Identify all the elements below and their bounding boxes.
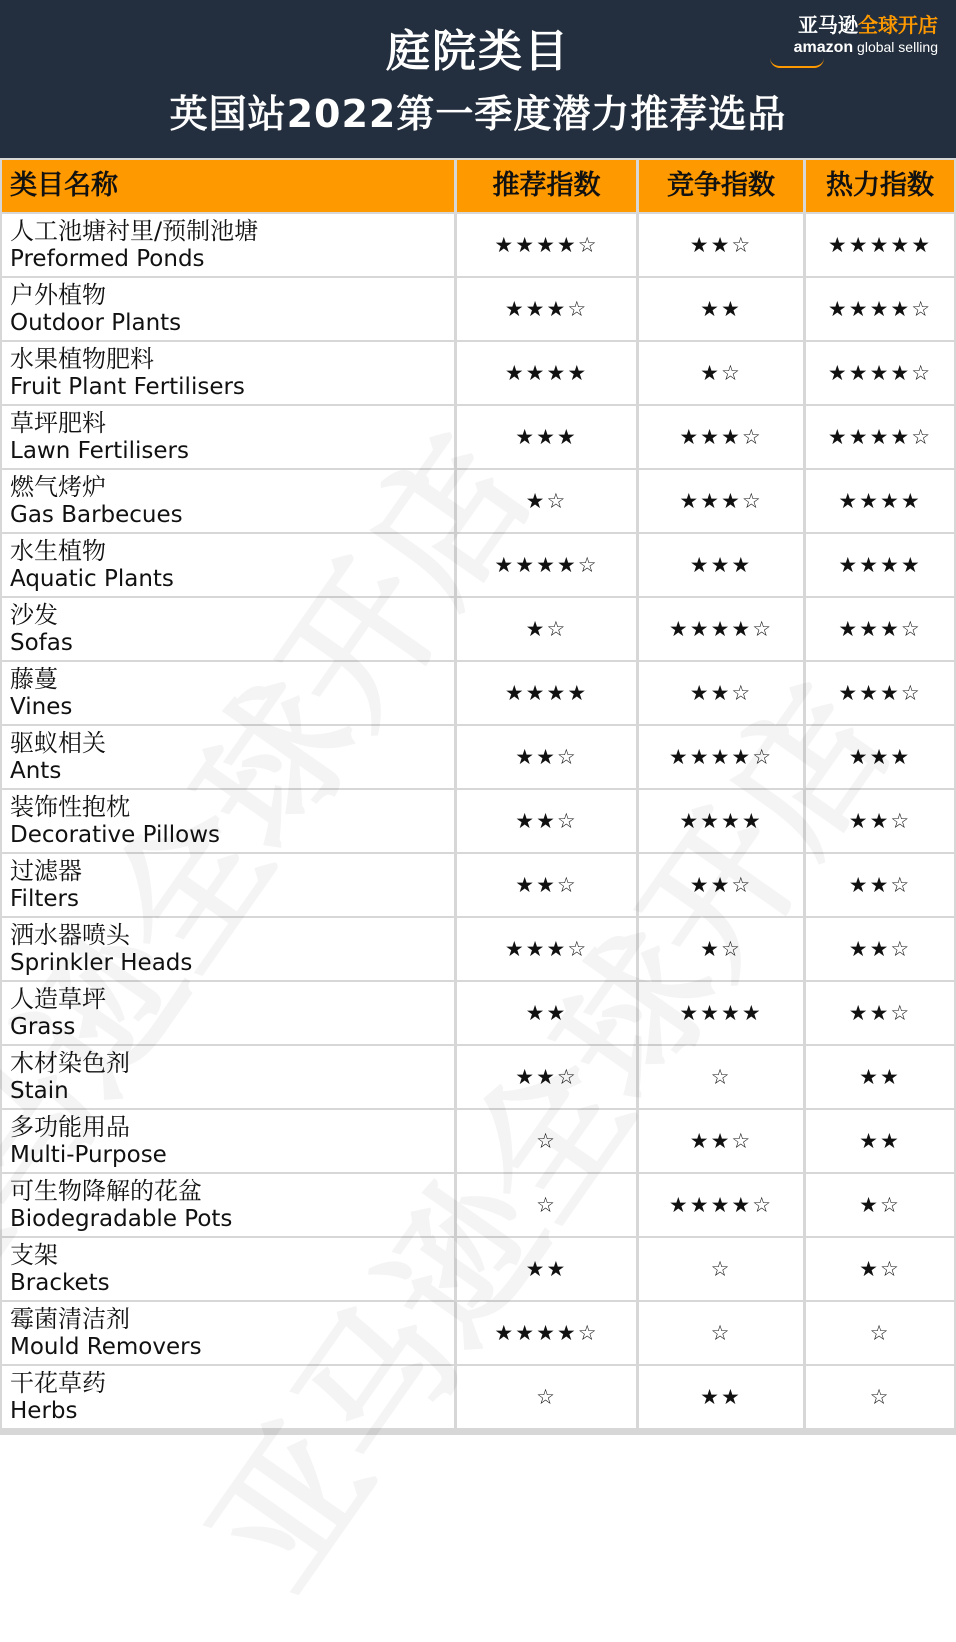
column-header-category: 类目名称 [2,160,454,212]
category-name-cn: 草坪肥料 [10,409,106,437]
competition-stars: ★★★☆ [639,406,803,468]
category-name-en: Vines [10,694,73,720]
amazon-smile-icon [770,58,824,68]
competition-stars: ★☆ [639,918,803,980]
popularity-stars: ★★★ [806,726,954,788]
category-name-cn: 可生物降解的花盆 [10,1177,202,1205]
competition-stars: ★★☆ [639,1110,803,1172]
category-name-en: Sprinkler Heads [10,950,193,976]
category-name-en: Aquatic Plants [10,566,174,592]
category-name-en: Mould Removers [10,1334,202,1360]
category-name-cell [2,470,454,532]
popularity-stars: ★★★★☆ [806,278,954,340]
recommendation-stars: ★★★★☆ [457,1302,636,1364]
category-name-cell [2,1110,454,1172]
recommendation-stars: ★★ [457,1238,636,1300]
category-name-cell [2,918,454,980]
category-name-cell [2,1366,454,1428]
amazon-global-selling-logo [768,12,938,60]
competition-stars: ★★★★ [639,790,803,852]
competition-stars: ★★★★☆ [639,726,803,788]
category-name-cell [2,342,454,404]
popularity-stars: ☆ [806,1302,954,1364]
logo-en-rest: global selling [853,39,938,55]
recommendation-stars: ★★★★ [457,342,636,404]
recommendation-stars: ☆ [457,1110,636,1172]
popularity-stars: ★★☆ [806,982,954,1044]
competition-stars: ★★☆ [639,214,803,276]
category-name-en: Ants [10,758,62,784]
category-name-cn: 藤蔓 [10,665,58,693]
category-name-cn: 支架 [10,1241,58,1269]
logo-cn-prefix: 亚马逊 [798,13,858,37]
header-banner [0,0,956,158]
category-name-cell [2,1238,454,1300]
popularity-stars: ★★★★ [806,470,954,532]
recommendation-stars: ★★☆ [457,1046,636,1108]
competition-stars: ★★★★☆ [639,1174,803,1236]
recommendation-stars: ★★☆ [457,726,636,788]
category-name-en: Sofas [10,630,73,656]
category-name-en: Herbs [10,1398,78,1424]
recommendation-stars: ★☆ [457,598,636,660]
competition-stars: ☆ [639,1302,803,1364]
category-name-cell [2,854,454,916]
category-name-en: Grass [10,1014,76,1040]
column-header-competition: 竞争指数 [639,160,803,212]
category-name-cell [2,278,454,340]
category-name-en: Decorative Pillows [10,822,221,848]
category-name-cn: 驱蚁相关 [10,729,106,757]
competition-stars: ★★ [639,278,803,340]
category-name-cell [2,982,454,1044]
category-name-en: Gas Barbecues [10,502,183,528]
column-header-recommendation: 推荐指数 [457,160,636,212]
category-name-cn: 多功能用品 [10,1113,130,1141]
recommendation-stars: ★☆ [457,470,636,532]
category-name-en: Brackets [10,1270,110,1296]
category-name-cell [2,662,454,724]
competition-stars: ★★★ [639,534,803,596]
logo-cn-text [768,12,938,38]
category-name-cn: 户外植物 [10,281,106,309]
category-name-cell [2,1174,454,1236]
recommendation-stars: ★★★★ [457,662,636,724]
competition-stars: ☆ [639,1046,803,1108]
recommendation-stars: ★★☆ [457,790,636,852]
logo-en-text [768,38,938,57]
category-name-cn: 木材染色剂 [10,1049,130,1077]
category-name-en: Outdoor Plants [10,310,182,336]
category-name-cell [2,790,454,852]
recommendation-stars: ★★★☆ [457,918,636,980]
category-name-cn: 水生植物 [10,537,106,565]
category-name-cell [2,406,454,468]
category-name-cn: 过滤器 [10,857,82,885]
category-name-en: Filters [10,886,79,912]
category-name-cn: 装饰性抱枕 [10,793,130,821]
recommendation-stars: ★★★★☆ [457,214,636,276]
popularity-stars: ★☆ [806,1174,954,1236]
category-name-cell [2,534,454,596]
popularity-stars: ★★★☆ [806,598,954,660]
popularity-stars: ★★★★☆ [806,342,954,404]
category-name-cn: 燃气烤炉 [10,473,106,501]
recommendation-stars: ★★★ [457,406,636,468]
popularity-stars: ★★★★★ [806,214,954,276]
competition-stars: ★☆ [639,342,803,404]
category-name-en: Multi-Purpose [10,1142,167,1168]
popularity-stars: ★★☆ [806,790,954,852]
category-name-cn: 水果植物肥料 [10,345,154,373]
category-name-en: Lawn Fertilisers [10,438,189,464]
category-name-cn: 人造草坪 [10,985,106,1013]
category-name-cell [2,1046,454,1108]
category-name-cn: 洒水器喷头 [10,921,130,949]
competition-stars: ★★★☆ [639,470,803,532]
column-header-popularity: 热力指数 [806,160,954,212]
popularity-stars: ★★★★☆ [806,406,954,468]
category-name-cell [2,1302,454,1364]
competition-stars: ★★ [639,1366,803,1428]
recommendation-stars: ★★ [457,982,636,1044]
category-name-en: Biodegradable Pots [10,1206,233,1232]
page-title: 庭院类目 [386,26,570,77]
popularity-stars: ★★☆ [806,918,954,980]
popularity-stars: ★★★★ [806,534,954,596]
logo-cn-accent: 全球开店 [858,13,938,37]
category-name-cell [2,214,454,276]
competition-stars: ★★☆ [639,854,803,916]
popularity-stars: ★★★☆ [806,662,954,724]
popularity-stars: ☆ [806,1366,954,1428]
category-name-cell [2,726,454,788]
category-name-en: Preformed Ponds [10,246,205,272]
category-name-cn: 霉菌清洁剂 [10,1305,130,1333]
competition-stars: ☆ [639,1238,803,1300]
recommendation-stars: ★★☆ [457,854,636,916]
competition-stars: ★★★★☆ [639,598,803,660]
popularity-stars: ★☆ [806,1238,954,1300]
competition-stars: ★★★★ [639,982,803,1044]
recommendation-stars: ☆ [457,1174,636,1236]
popularity-stars: ★★ [806,1110,954,1172]
category-name-en: Stain [10,1078,69,1104]
recommendation-stars: ☆ [457,1366,636,1428]
recommendation-stars: ★★★★☆ [457,534,636,596]
logo-en-brand: amazon [793,39,854,56]
category-name-cn: 人工池塘衬里/预制池塘 [10,217,259,245]
popularity-stars: ★★☆ [806,854,954,916]
page-subtitle: 英国站2022第一季度潜力推荐选品 [169,92,787,136]
recommendation-stars: ★★★☆ [457,278,636,340]
popularity-stars: ★★ [806,1046,954,1108]
competition-stars: ★★☆ [639,662,803,724]
category-name-cn: 沙发 [10,601,58,629]
category-name-en: Fruit Plant Fertilisers [10,374,245,400]
category-name-cell [2,598,454,660]
category-name-cn: 干花草药 [10,1369,106,1397]
category-rating-table [0,158,956,1435]
